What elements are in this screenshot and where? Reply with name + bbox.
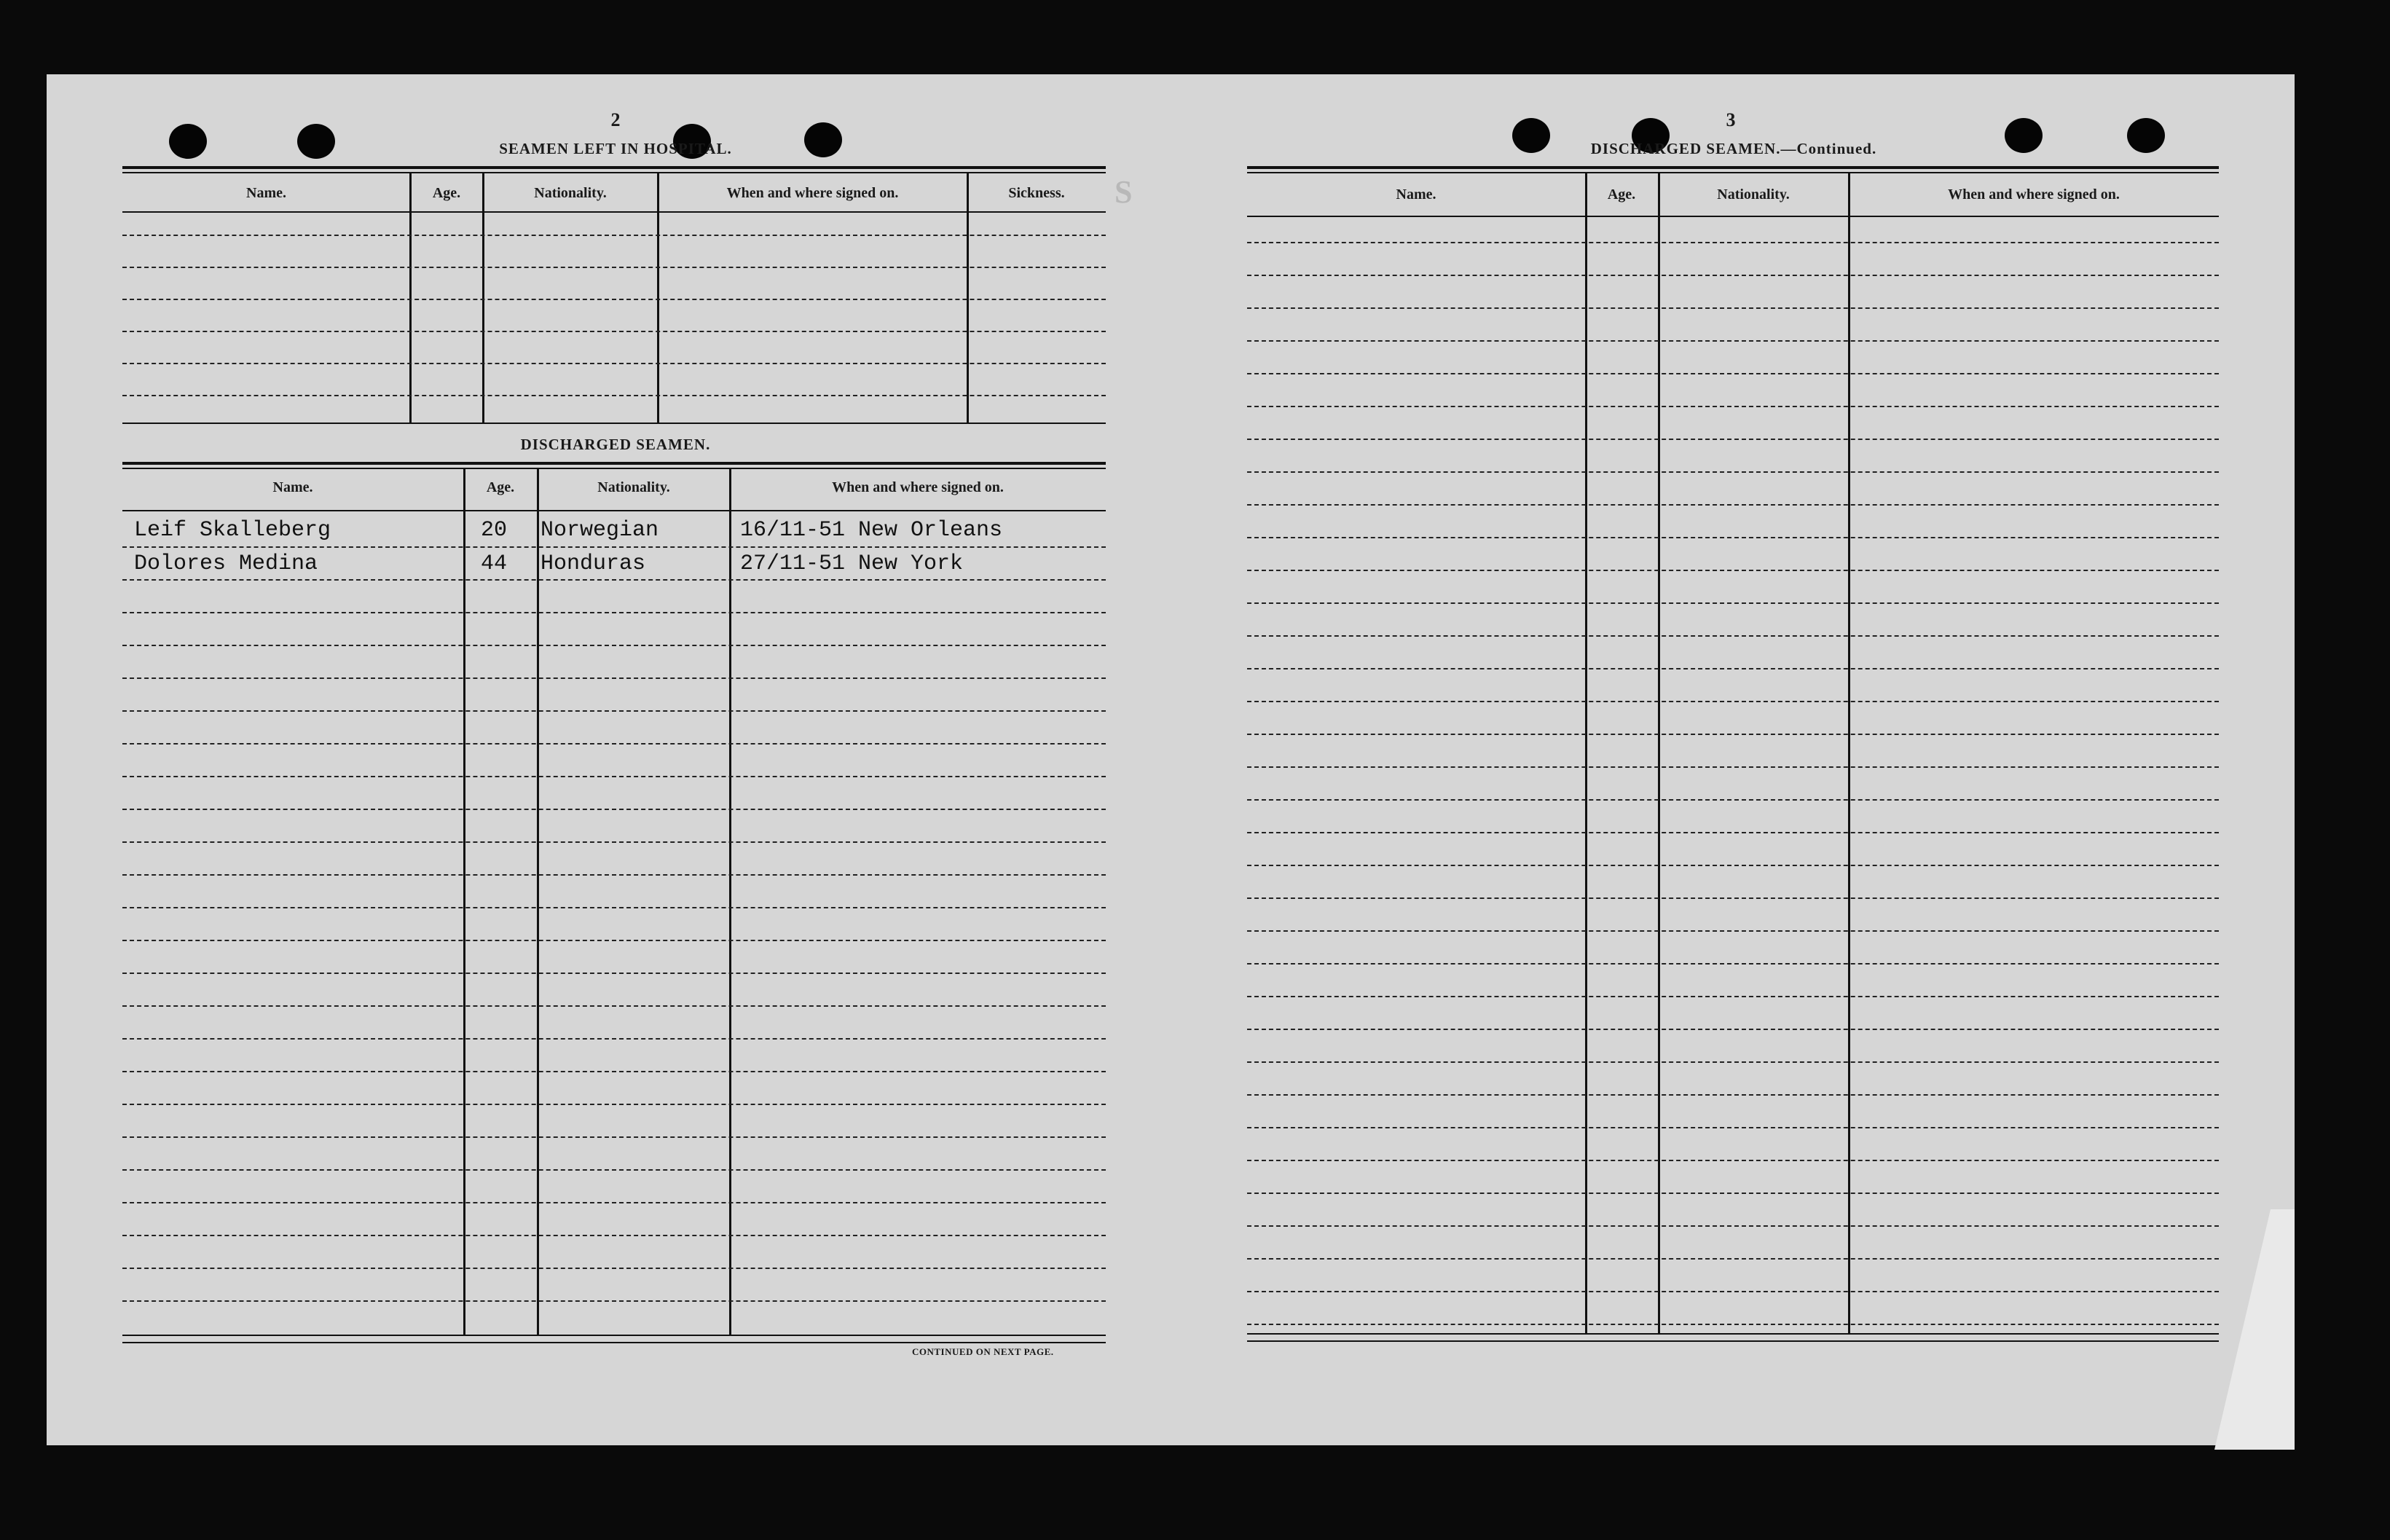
entry-line (122, 579, 1106, 581)
column-header-nationality: Nationality. (1717, 186, 1790, 203)
entry-line (1247, 1225, 2219, 1227)
entry-line (1247, 307, 2219, 309)
table-bottom-rule (1247, 1333, 2219, 1335)
entry-line (122, 1169, 1106, 1171)
header-rule (122, 211, 1106, 213)
entry-line (122, 612, 1106, 613)
entry-line (122, 1202, 1106, 1203)
entry-line (1247, 799, 2219, 801)
document-sheet (47, 74, 2295, 1445)
entry-line (122, 1268, 1106, 1269)
column-header-nationality: Nationality. (597, 479, 670, 495)
entry-line (122, 907, 1106, 908)
punch-hole (297, 124, 335, 159)
column-divider (729, 468, 731, 1336)
continued-footer: CONTINUED ON NEXT PAGE. (912, 1346, 1054, 1357)
entry-line (1247, 406, 2219, 407)
entry-line (1247, 537, 2219, 538)
entry-line (122, 299, 1106, 300)
entry-line (122, 776, 1106, 777)
seaman-nationality: Honduras (540, 551, 646, 576)
entry-line (1247, 439, 2219, 440)
punch-hole (2005, 118, 2043, 153)
entry-line (1247, 602, 2219, 604)
entry-line (1247, 340, 2219, 342)
entry-line (122, 973, 1106, 974)
entry-line (122, 1136, 1106, 1138)
seaman-nationality: Norwegian (540, 518, 659, 543)
column-divider (537, 468, 539, 1336)
entry-line (1247, 766, 2219, 768)
entry-line (122, 841, 1106, 843)
entry-line (122, 710, 1106, 712)
entry-line (1247, 1160, 2219, 1161)
table-bottom-rule (1247, 1340, 2219, 1342)
entry-line (122, 809, 1106, 810)
seaman-age: 44 (481, 551, 508, 576)
table-top-rule (122, 166, 1106, 169)
page-number: 3 (1726, 109, 1736, 130)
hospital-section-title: SEAMEN LEFT IN HOSPITAL. (499, 140, 732, 157)
entry-line (122, 677, 1106, 679)
column-header-nationality: Nationality. (534, 185, 607, 201)
entry-line (1247, 734, 2219, 735)
entry-line (122, 1300, 1106, 1302)
entry-line (1247, 1029, 2219, 1030)
table-bottom-rule (122, 1342, 1106, 1343)
column-divider (463, 468, 465, 1336)
entry-line (122, 267, 1106, 268)
entry-line (1247, 996, 2219, 997)
entry-line (1247, 668, 2219, 669)
entry-line (1247, 1061, 2219, 1063)
entry-line (122, 940, 1106, 941)
entry-line (1247, 897, 2219, 899)
entry-line (122, 1038, 1106, 1040)
entry-line (1247, 1258, 2219, 1260)
table-top-rule (1247, 172, 2219, 173)
entry-line (122, 1005, 1106, 1007)
seaman-signed-on: 16/11-51 New Orleans (740, 518, 1003, 543)
column-header-name: Name. (1396, 186, 1436, 203)
table-top-rule (122, 468, 1106, 469)
table-bottom-rule (122, 423, 1106, 424)
table-top-rule (1247, 166, 2219, 169)
column-divider (482, 172, 484, 424)
page-number: 2 (610, 109, 621, 130)
column-header-name: Name. (272, 479, 313, 495)
entry-line (1247, 930, 2219, 932)
entry-line (122, 395, 1106, 396)
bleed-through-text: S (1115, 174, 1137, 210)
column-divider (409, 172, 412, 424)
entry-line (122, 235, 1106, 236)
entry-line (122, 1071, 1106, 1072)
column-header-age: Age. (486, 479, 515, 495)
punch-hole (169, 124, 207, 159)
seaman-name: Dolores Medina (134, 551, 318, 576)
column-header-name: Name. (246, 185, 286, 201)
table-top-rule (122, 462, 1106, 465)
column-header-signed-on: When and where signed on. (1948, 186, 2120, 203)
entry-line (122, 1235, 1106, 1236)
column-divider (657, 172, 659, 424)
table-bottom-rule (122, 1335, 1106, 1336)
column-divider (967, 172, 969, 424)
punch-hole (2127, 118, 2165, 153)
entry-line (1247, 865, 2219, 866)
column-header-sickness: Sickness. (1008, 185, 1065, 201)
entry-line (122, 546, 1106, 548)
entry-line (1247, 504, 2219, 506)
column-header-signed-on: When and where signed on. (726, 185, 899, 201)
entry-line (1247, 471, 2219, 473)
entry-line (1247, 1324, 2219, 1325)
entry-line (122, 331, 1106, 332)
entry-line (1247, 570, 2219, 571)
entry-line (1247, 635, 2219, 637)
punch-hole (1512, 118, 1550, 153)
column-header-age: Age. (1607, 186, 1636, 203)
discharged-section-title: DISCHARGED SEAMEN. (520, 436, 711, 453)
seaman-name: Leif Skalleberg (134, 518, 331, 543)
entry-line (122, 874, 1106, 876)
header-rule (1247, 216, 2219, 217)
entry-line (1247, 373, 2219, 374)
entry-line (1247, 701, 2219, 702)
entry-line (1247, 242, 2219, 243)
entry-line (1247, 1193, 2219, 1194)
table-top-rule (122, 172, 1106, 173)
entry-line (122, 1104, 1106, 1105)
entry-line (1247, 1094, 2219, 1096)
entry-line (1247, 832, 2219, 833)
entry-line (1247, 275, 2219, 276)
entry-line (122, 363, 1106, 364)
entry-line (122, 743, 1106, 745)
entry-line (122, 645, 1106, 646)
discharged-continued-title: DISCHARGED SEAMEN.—Continued. (1590, 140, 1877, 157)
seaman-age: 20 (481, 518, 508, 543)
header-rule (122, 510, 1106, 511)
entry-line (1247, 1127, 2219, 1128)
entry-line (1247, 1291, 2219, 1292)
column-header-signed-on: When and where signed on. (832, 479, 1004, 495)
column-header-age: Age. (432, 185, 461, 201)
seaman-signed-on: 27/11-51 New York (740, 551, 964, 576)
entry-line (1247, 963, 2219, 965)
